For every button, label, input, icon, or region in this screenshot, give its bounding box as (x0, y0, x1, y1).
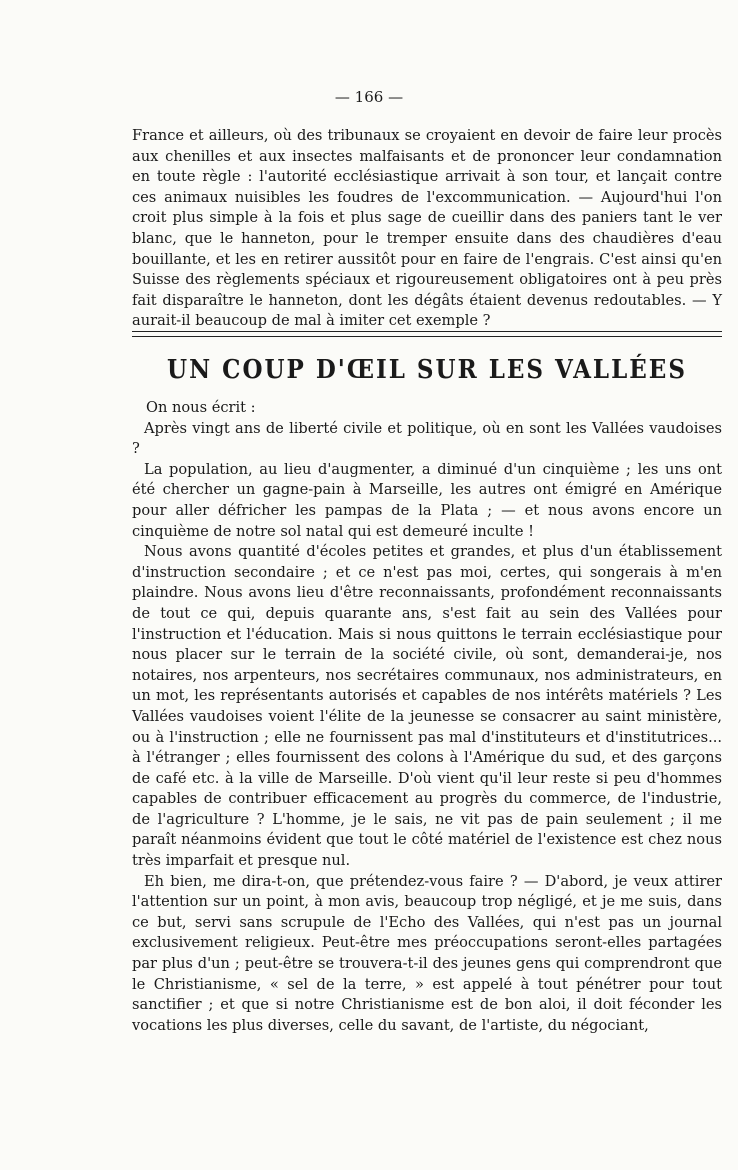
previous-article-text (132, 126, 722, 332)
article-paragraph: La population, au lieu d'augmenter, a diminué d'un cinquième ; les uns ont été chercher un gagne-pain à Marseille, les autres ont émigré en Amérique pour aller défricher les pampas de la Plata ; — et nous avons encore un cinquième de notre sol natal qui est demeuré inculte ! (132, 460, 722, 540)
article-paragraph: Eh bien, me dira-t-on, que prétendez-vous faire ? — D'abord, je veux attirer l'attention sur un point, à mon avis, beaucoup trop négligé, et je me suis, dans ce but, servi sans scrupule de l'Echo des Vallées, qui n'est pas un journal exclusivement religieux. Peut-être mes préoccupations seront-elles partagées par plus d'un ; peut-être se trouvera-t-il des jeunes gens qui comprendront que le Christianisme, « sel de la terre, » est appelé à tout pénétrer pour tout sanctifier ; et que si notre Christianisme est de bon aloi, il doit féconder les vocations les plus diverses, celle du savant, de l'artiste, du négociant, (132, 872, 722, 1034)
article-paragraph: On nous écrit : (146, 399, 256, 416)
section-divider-top (132, 331, 722, 332)
article-body (132, 398, 722, 1036)
article-title: UN COUP D'ŒIL SUR LES VALLÉES (167, 353, 687, 386)
page-number: — 166 — (334, 88, 404, 106)
previous-article-paragraph: France et ailleurs, où des tribunaux se croyaient en devoir de faire leur procès aux chenilles et aux insectes malfaisants et de prononcer leur condamnation en toute règle : l'autorité ecclésiastique arrivait à son tour, et lançait contre ces animaux nuisibles les foudres de l'excommunication. — Aujourd'hui l'on croit plus simple à la fois et plus sage de cueillir dans des paniers tant le ver blanc, que le hanneton, pour le tremper ensuite dans des chaudières d'eau bouillante, et les en retirer aussitôt pour en faire de l'engrais. C'est ainsi qu'en Suisse des règlements spéciaux et rigoureusement obligatoires ont à peu près fait disparaître le hanneton, dont les dégâts étaient devenus redoutables. — Y aurait-il beaucoup de mal à imiter cet exemple ? (132, 127, 722, 330)
article-paragraph: Nous avons quantité d'écoles petites et grandes, et plus d'un établissement d'instruction secondaire ; et ce n'est pas moi, certes, qui songerais à m'en plaindre. Nous avons lieu d'être reconnaissants, profondément reconnaissants de tout ce qui, depuis quarante ans, s'est fait au sein des Vallées pour l'instruction et l'éducation. Mais si nous quittons le terrain ecclésiastique pour nous placer sur le terrain de la société civile, où sont, demanderai-je, nos notaires, nos arpenteurs, nos secrétaires communaux, nos administrateurs, en un mot, les représentants autorisés et capables de nos intérêts matériels ? Les Vallées vaudoises voient l'élite de la jeunesse se consacrer au saint ministère, ou à l'instruction ; elle ne fournissent pas mal d'instituteurs et d'institutrices... à l'étranger ; elles fournissent des colons à l'Amérique du sud, et des garçons de café etc. à la ville de Marseille. D'où vient qu'il leur reste si peu d'hommes capables de contribuer efficacement au progrès du commerce, de l'industrie, de l'agriculture ? L'homme, je le sais, ne vit pas de pain seulement ; il me paraît néanmoins évident que tout le côté matériel de l'existence est chez nous très imparfait et presque nul. (132, 543, 722, 870)
section-divider-bottom (132, 336, 722, 337)
article-paragraph: Après vingt ans de liberté civile et politique, où en sont les Vallées vaudoises ? (132, 419, 722, 458)
